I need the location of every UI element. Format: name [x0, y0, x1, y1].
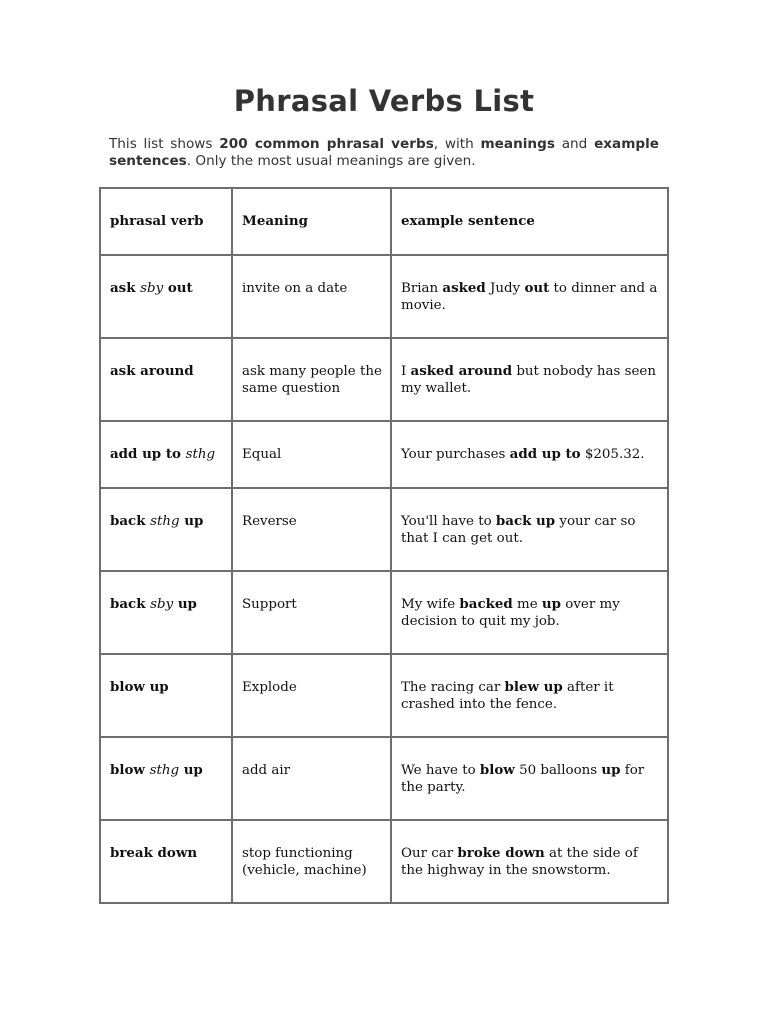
phrasal-verb-cell-segment: sthg	[185, 447, 216, 462]
intro-text: This list shows	[109, 136, 220, 152]
example-sentence-cell	[391, 421, 668, 488]
phrasal-verb-cell-segment: sby	[140, 281, 164, 296]
phrasal-verb-cell	[100, 338, 232, 421]
table-row	[100, 255, 668, 338]
table-row	[100, 421, 668, 488]
phrasal-verb-cell	[100, 737, 232, 820]
intro-emphasis: 200 common phrasal verbs	[219, 136, 434, 152]
meaning-cell: invite on a date	[232, 255, 391, 338]
example-sentence-cell-segment: Brian	[401, 281, 443, 296]
phrasal-verb-cell-segment: out	[163, 280, 193, 296]
phrasal-verb-cell-segment: up	[173, 596, 197, 612]
phrasal-verbs-table	[99, 187, 669, 904]
intro-text: , with	[433, 136, 481, 152]
phrasal-verb-cell-segment: ask around	[110, 363, 194, 379]
example-sentence-cell	[391, 737, 668, 820]
phrasal-verb-cell-segment: sthg	[149, 763, 180, 778]
example-sentence-cell-segment: Your purchases	[401, 447, 510, 462]
phrasal-verb-cell-segment: up	[179, 513, 204, 529]
intro-text: and	[554, 136, 595, 152]
meaning-cell: Explode	[232, 654, 391, 737]
table-header-row	[100, 188, 668, 255]
phrasal-verb-cell-segment: blow	[110, 762, 150, 778]
intro-emphasis: meanings	[480, 136, 555, 152]
phrasal-verb-cell-segment: sthg	[150, 514, 180, 529]
example-sentence-cell	[391, 338, 668, 421]
example-sentence-cell-segment: We have to	[401, 763, 480, 778]
example-sentence-cell-segment: over my decision to quit my job.	[401, 597, 620, 629]
example-sentence-cell-segment: Judy	[485, 281, 525, 296]
phrasal-verb-cell-segment: break down	[110, 845, 198, 861]
example-sentence-cell-segment: out	[524, 280, 550, 296]
phrasal-verb-cell-segment: blow up	[110, 679, 169, 695]
example-sentence-cell-segment: back up	[495, 513, 556, 529]
example-sentence-cell-segment: The racing car	[401, 680, 505, 695]
phrasal-verb-cell	[100, 255, 232, 338]
phrasal-verb-cell-segment: sby	[150, 597, 174, 612]
example-sentence-cell-segment: 50 balloons	[514, 763, 602, 778]
phrasal-verb-cell	[100, 421, 232, 488]
table-body	[100, 188, 668, 903]
phrasal-verb-cell-segment: up	[179, 762, 203, 778]
table-row	[100, 737, 668, 820]
example-sentence-cell-segment: asked	[442, 280, 486, 296]
example-sentence-cell	[391, 571, 668, 654]
example-sentence-cell	[391, 654, 668, 737]
example-sentence-cell	[391, 488, 668, 571]
column-header-example-sentence: example sentence	[391, 188, 668, 255]
meaning-cell: Equal	[232, 421, 391, 488]
phrasal-verb-cell	[100, 488, 232, 571]
example-sentence-cell-segment: Our car	[401, 846, 458, 861]
example-sentence-cell	[391, 820, 668, 903]
page-title: Phrasal Verbs List	[233, 84, 535, 118]
example-sentence-cell-segment: blew up	[504, 679, 563, 695]
intro-paragraph	[109, 136, 659, 170]
example-sentence-cell-segment: for the party.	[401, 763, 645, 795]
example-sentence-cell-segment: add up to	[509, 446, 581, 462]
example-sentence-cell-segment: up	[601, 762, 621, 778]
example-sentence-cell-segment: but nobody has seen my wallet.	[401, 364, 656, 396]
column-header-phrasal-verb: phrasal verb	[100, 188, 232, 255]
example-sentence-cell-segment: $205.32.	[580, 447, 645, 462]
meaning-cell: Support	[232, 571, 391, 654]
table-row	[100, 338, 668, 421]
meaning-cell: stop functioning (vehicle, machine)	[232, 820, 391, 903]
intro-text: . Only the most usual meanings are given.	[186, 153, 476, 169]
example-sentence-cell-segment: me	[512, 597, 542, 612]
phrasal-verb-cell-segment: ask	[110, 280, 141, 296]
table-row	[100, 820, 668, 903]
example-sentence-cell-segment: My wife	[401, 597, 460, 612]
phrasal-verb-cell-segment: back	[110, 596, 151, 612]
phrasal-verb-cell-segment: back	[110, 513, 151, 529]
example-sentence-cell-segment: backed	[459, 596, 513, 612]
meaning-cell: ask many people the same question	[232, 338, 391, 421]
table-row	[100, 654, 668, 737]
meaning-cell: Reverse	[232, 488, 391, 571]
example-sentence-cell	[391, 255, 668, 338]
example-sentence-cell-segment: after it crashed into the fence.	[401, 680, 614, 712]
example-sentence-cell-segment: blow	[479, 762, 515, 778]
intro-emphasis: example sentences	[109, 136, 659, 169]
phrasal-verb-cell	[100, 571, 232, 654]
example-sentence-cell-segment: up	[541, 596, 562, 612]
table-row	[100, 488, 668, 571]
phrasal-verb-cell-segment: add up to	[110, 446, 186, 462]
meaning-cell: add air	[232, 737, 391, 820]
example-sentence-cell-segment: I	[401, 364, 411, 379]
table-row	[100, 571, 668, 654]
example-sentence-cell-segment: to dinner and a movie.	[401, 281, 658, 313]
column-header-meaning: Meaning	[232, 188, 391, 255]
example-sentence-cell-segment: at the side of the highway in the snowstorm.	[401, 846, 638, 878]
phrasal-verb-cell	[100, 654, 232, 737]
example-sentence-cell-segment: You'll have to	[401, 514, 496, 529]
example-sentence-cell-segment: asked around	[410, 363, 513, 379]
example-sentence-cell-segment: broke down	[457, 845, 545, 861]
example-sentence-cell-segment: your car so that I can get out.	[401, 514, 636, 546]
phrasal-verb-cell	[100, 820, 232, 903]
